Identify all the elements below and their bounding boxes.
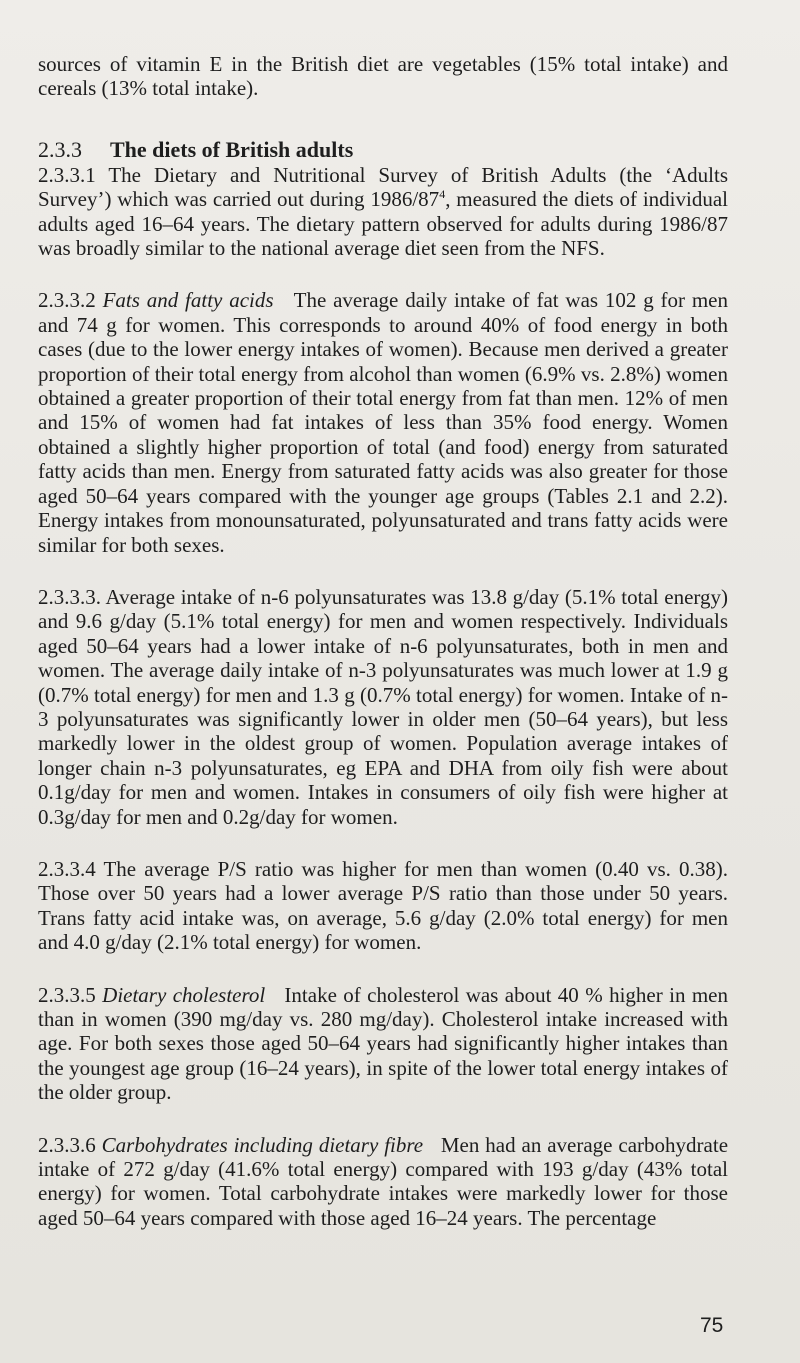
paragraph-lead-heading: Carbohydrates including dietary fibre — [101, 1132, 424, 1157]
footnote-reference: 4 — [439, 187, 446, 202]
paragraph-text: The Dietary and Nutritional Survey of British Adults (the ‘Adults Survey’) which was carried out during 1986/87 — [38, 162, 728, 212]
paragraph-number: 2.3.3.5 — [38, 982, 96, 1007]
paragraph-2-3-3-5 — [38, 983, 728, 1105]
paragraph-2-3-3-4 — [38, 857, 728, 955]
intro-paragraph: sources of vitamin E in the British diet are vegetables (15% total intake) and cereals (13% total intake). — [38, 52, 728, 101]
paragraph-2-3-3-6 — [38, 1133, 728, 1231]
paragraph-number: 2.3.3.4 — [38, 856, 96, 881]
paragraph-text: Men had an average carbohydrate intake of 272 g/day (41.6% total energy) compared with 193 g/day (43% total energy) for women. Total carbohydrate intakes were markedly lower for those aged 50–64 years compared with those aged 16–24 years. The percentage — [38, 1132, 729, 1230]
section-title: The diets of British adults — [110, 136, 354, 162]
paragraph-2-3-3-2 — [38, 288, 728, 556]
paragraph-text: Average intake of n-6 polyunsaturates was 13.8 g/day (5.1% total energy) and 9.6 g/day (5.1% total energy) for men and women respectively. Individuals aged 50–64 years had a lower intake of n-6 polyunsaturates, both in men and women. The average daily intake of n-3 polyunsaturates was much lower at 1.9 g (0.7% total energy) for men and 1.3 g (0.7% total energy) for women. Intake of n-3 polyunsaturates was significantly lower in older men (50–64 years), but less markedly lower in the oldest group of women. Population average intakes of longer chain n-3 polyunsaturates, eg EPA and DHA from oily fish were about 0.1g/day for men and women. Intakes in consumers of oily fish were higher at 0.3g/day for men and 0.2g/day for women. — [38, 584, 728, 829]
page-number: 75 — [700, 1314, 724, 1337]
paragraph-2-3-3-1 — [38, 163, 728, 261]
paragraph-2-3-3-3 — [38, 585, 728, 829]
paragraph-text: The average P/S ratio was higher for men than women (0.40 vs. 0.38). Those over 50 years had a lower average P/S ratio than those under 50 years. Trans fatty acid intake was, on average, 5.6 g/day (2.0% total energy) for men and 4.0 g/day (2.1% total energy) for women. — [38, 856, 728, 955]
paragraph-text-continued: , measured the diets of individual adults aged 16–64 years. The dietary pattern observed for adults during 1986/87 was broadly similar to the national average diet seen from the NFS. — [38, 187, 728, 261]
paragraph-number: 2.3.3.6 — [38, 1132, 96, 1157]
paragraph-lead-heading: Fats and fatty acids — [102, 288, 274, 313]
paragraph-number: 2.3.3.1 — [38, 162, 96, 187]
section-heading — [38, 137, 728, 163]
paragraph-number: 2.3.3.2 — [38, 288, 96, 313]
paragraph-text: Intake of cholesterol was about 40 % higher in men than in women (390 mg/day vs. 280 mg/day). Cholesterol intake increased with age. For both sexes those aged 50–64 years had significantly higher intakes than the youngest age group (16–24 years), in spite of the lower total energy intakes of the older group. — [38, 982, 729, 1105]
section-number: 2.3.3 — [38, 136, 82, 162]
paragraph-lead-heading: Dietary cholesterol — [102, 982, 266, 1007]
paragraph-text: The average daily intake of fat was 102 g for men and 74 g for women. This corresponds to around 40% of food energy in both cases (due to the lower energy intakes of women). Because men derived a greater proportion of their total energy from alcohol than women (6.9% vs. 2.8%) women obtained a greater proportion of their total energy from fat than men. 12% of men and 15% of women had fat intakes of less than 35% food energy. Women obtained a slightly higher proportion of total (and food) energy from saturated fatty acids than men. Energy from saturated fatty acids was also greater for those aged 50–64 years compared with the younger age groups (Tables 2.1 and 2.2). Energy intakes from monounsaturated, polyunsaturated and trans fatty acids were similar for both sexes. — [38, 288, 728, 557]
paragraph-number: 2.3.3.3. — [38, 584, 101, 609]
